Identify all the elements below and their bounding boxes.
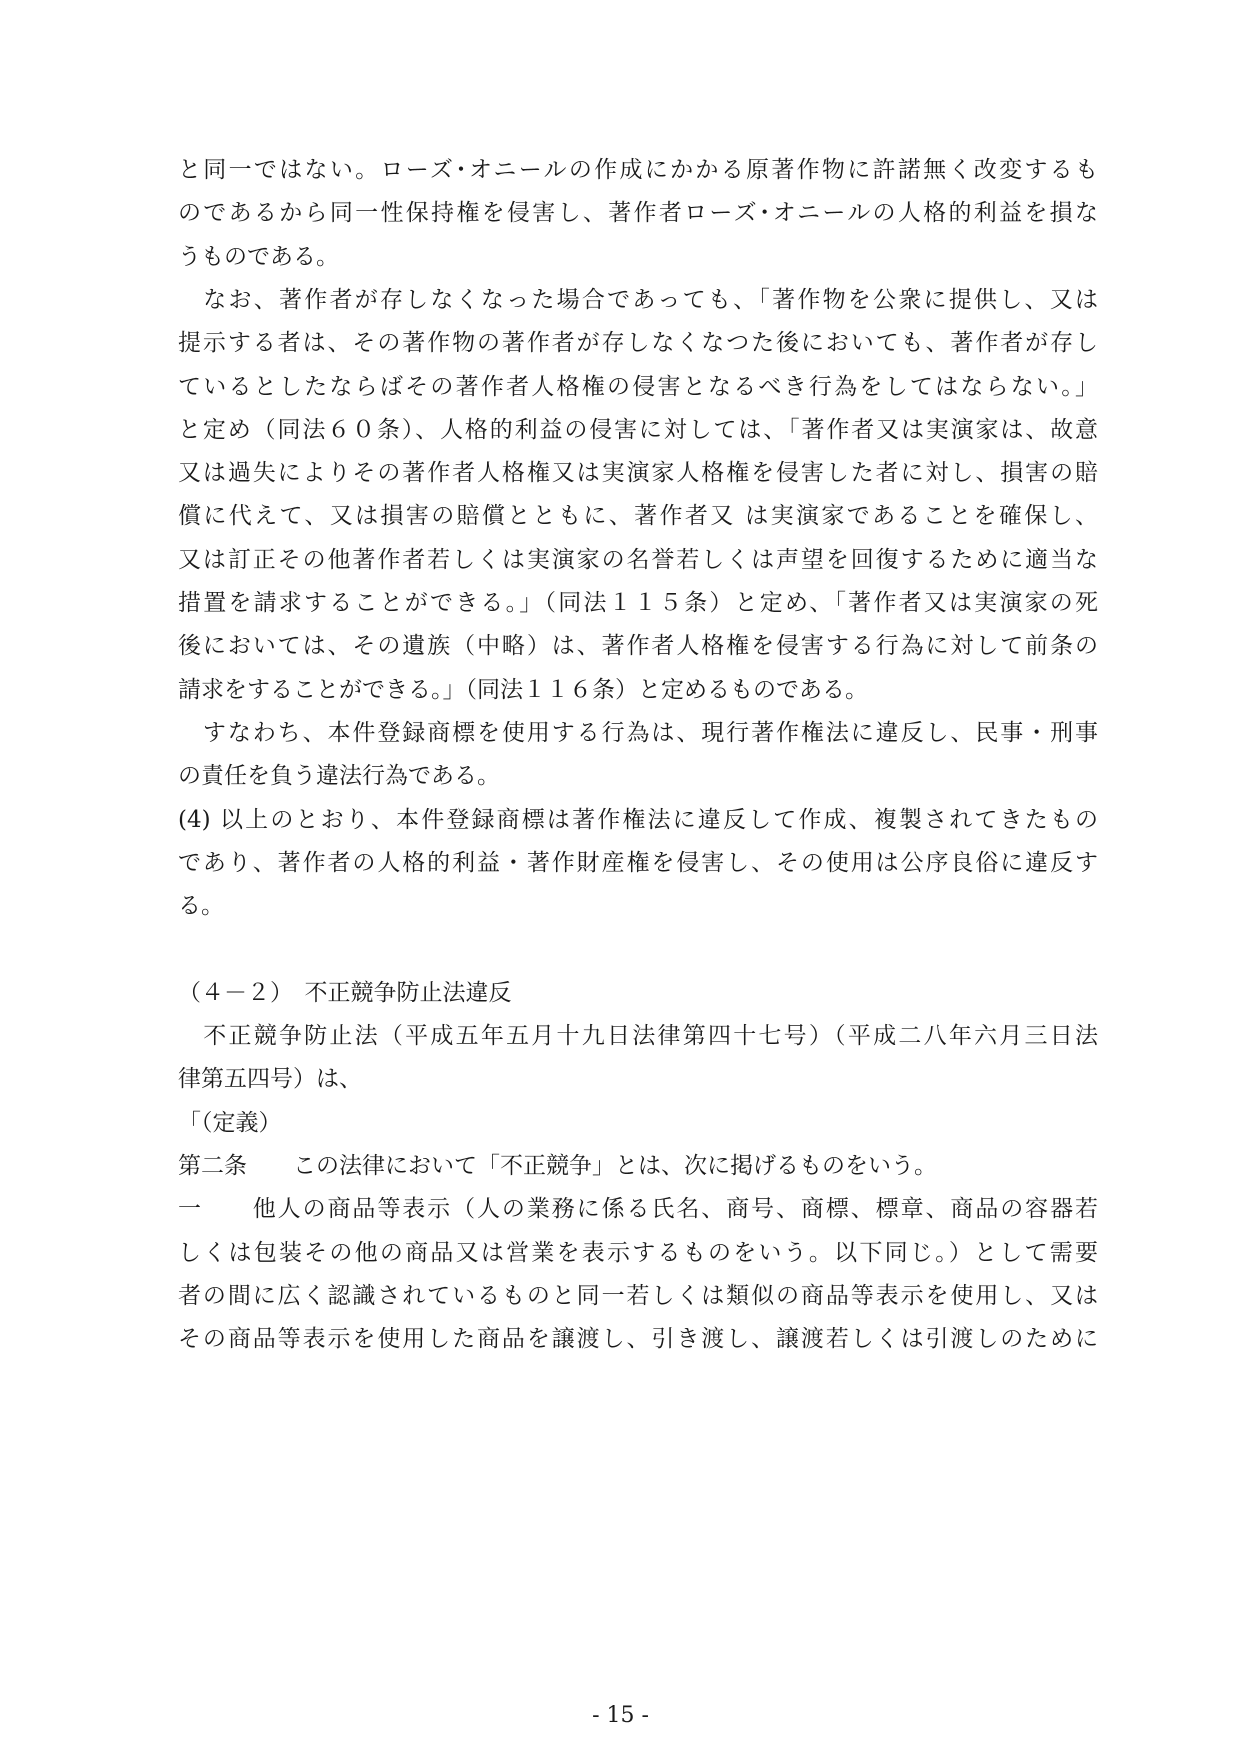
text-line: 又は過失によりその著作者人格権又は実演家人格権を侵害した者に対し、損害の賠 xyxy=(178,460,1098,487)
text-line: と定め（同法６０条）、人格的利益の侵害に対しては、「著作者又は実演家は、故意 xyxy=(178,416,1098,443)
text-line: 者の間に広く認識されているものと同一若しくは類似の商品等表示を使用し、又は xyxy=(178,1282,1098,1309)
text-line: 律第五四号）は、 xyxy=(178,1066,362,1093)
text-line: 「（定義） xyxy=(178,1109,282,1136)
text-line: (4) 以上のとおり、本件登録商標は著作権法に違反して作成、複製されてきたもの xyxy=(178,806,1098,833)
text-line: ているとしたならばその著作者人格権の侵害となるべき行為をしてはならない。」 xyxy=(178,373,1098,400)
page-number: - 15 - xyxy=(592,1703,649,1728)
text-line: 提示する者は、その著作物の著作者が存しなくなつた後においても、著作者が存し xyxy=(178,330,1098,357)
text-line: しくは包装その他の商品又は営業を表示するものをいう。以下同じ。）として需要 xyxy=(178,1239,1098,1266)
text-line: うものである。 xyxy=(178,243,339,270)
text-line: 請求をすることができる。」（同法１１６条）と定めるものである。 xyxy=(178,676,868,703)
text-line: 不正競争防止法（平成五年五月十九日法律第四十七号）（平成二八年六月三日法 xyxy=(178,1023,1098,1049)
text-line: 又は訂正その他著作者若しくは実演家の名誉若しくは声望を回復するために適当な xyxy=(178,546,1098,573)
text-line: その商品等表示を使用した商品を譲渡し、引き渡し、譲渡若しくは引渡しのために xyxy=(178,1326,1098,1353)
text-line: であり、著作者の人格的利益・著作財産権を侵害し、その使用は公序良俗に違反す xyxy=(178,849,1098,876)
text-line: 措置を請求することができる。」（同法１１５条）と定め、「著作者又は実演家の死 xyxy=(178,590,1098,616)
text-line: 一 他人の商品等表示（人の業務に係る氏名、商号、商標、標章、商品の容器若 xyxy=(178,1196,1098,1223)
text-line: すなわち、本件登録商標を使用する行為は、現行著作権法に違反し、民事・刑事 xyxy=(178,719,1098,746)
text-line: なお、著作者が存しなくなった場合であっても、「著作物を公衆に提供し、又は xyxy=(178,286,1098,313)
text-line: の責任を負う違法行為である。 xyxy=(178,763,500,790)
text-line xyxy=(178,929,1098,969)
text-line: （４－２） 不正競争防止法違反 xyxy=(178,979,512,1006)
text-line: 後においては、その遺族（中略）は、著作者人格権を侵害する行為に対して前条の xyxy=(178,633,1098,660)
text-line: る。 xyxy=(178,893,224,920)
text-line: と同一ではない。ローズ･オニールの作成にかかる原著作物に許諾無く改変するも xyxy=(178,157,1098,183)
text-line: 償に代えて、又は損害の賠償とともに、著作者又 は実演家であることを確保し、 xyxy=(178,503,1098,530)
text-line: のであるから同一性保持権を侵害し、著作者ローズ･オニールの人格的利益を損な xyxy=(178,200,1098,227)
text-line: 第二条 この法律において「不正競争」とは、次に掲げるものをいう。 xyxy=(178,1152,937,1179)
